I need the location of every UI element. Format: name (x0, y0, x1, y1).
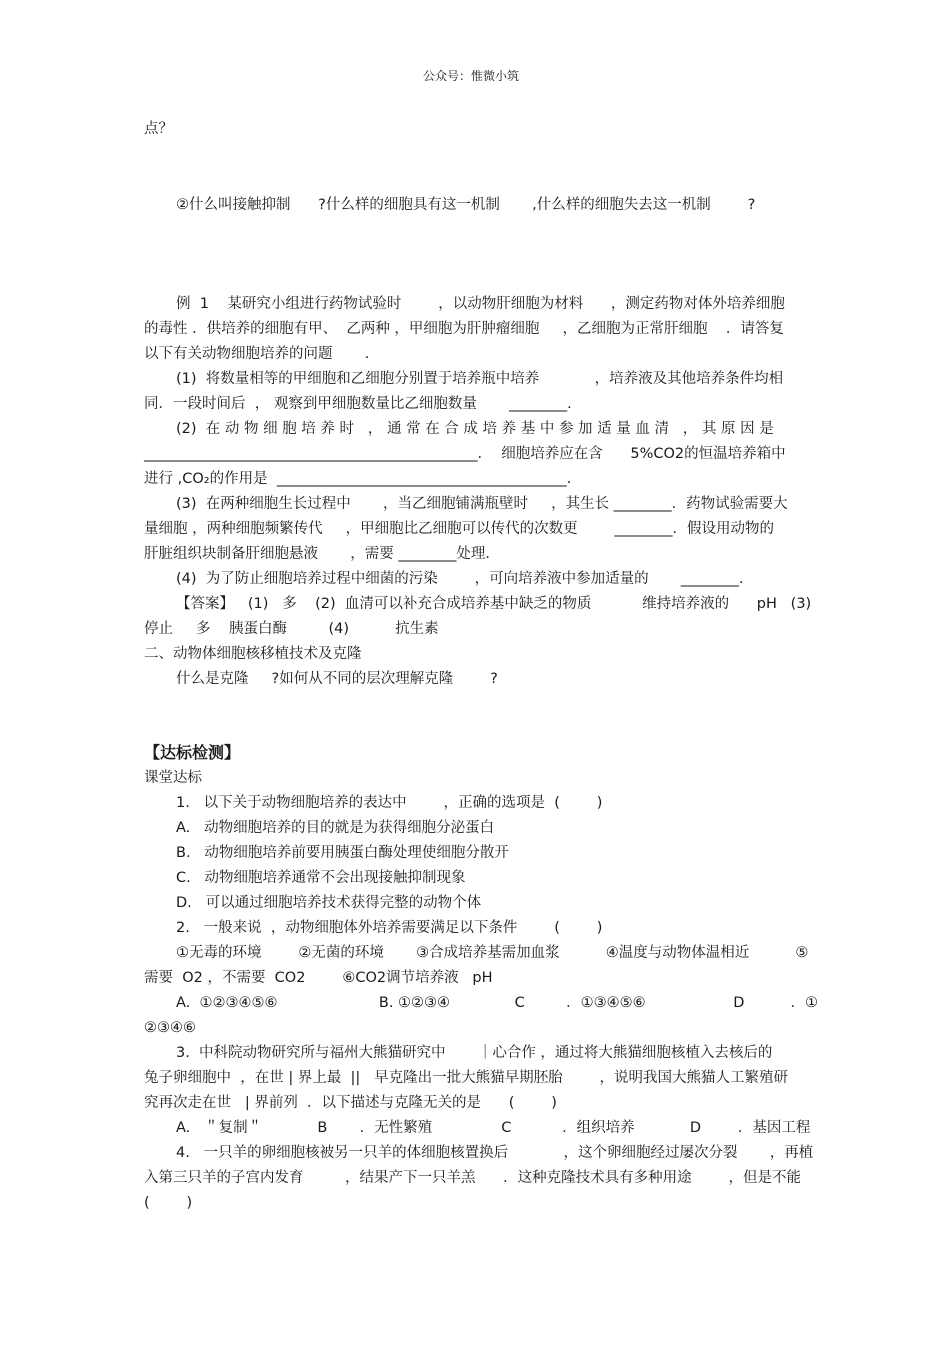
question-line: 什么是克隆 ?如何从不同的层次理解克隆 ? (176, 671, 498, 687)
exercise-line: ( ) (144, 1195, 193, 1211)
exercise-line: 3. 中科院动物研究所与福州大熊猫研究中 ｜心合作 ，通过将大熊猫细胞核植入去核后的 (176, 1045, 773, 1061)
example-line: (4) 为了防止细胞培养过程中细菌的污染 ，可向培养液中参加适量的 ________. (176, 571, 744, 587)
example-line: 以下有关动物细胞培养的问题 . (144, 346, 370, 362)
subsection-title: 课堂达标 (144, 770, 202, 786)
exercise-line: 兔子卵细胞中 ，在世 | 界上最 || 早克隆出一批大熊猫早期胚胎 ，说明我国大熊猫人工繁殖研 (144, 1070, 789, 1086)
example-line: 肝脏组织块制备肝细胞悬液 ，需要 ________处理． (144, 546, 500, 562)
example-line: 的毒性 ．供培养的细胞有甲、 乙两种 ，甲细胞为肝肿瘤细胞 ，乙细胞为正常肝细胞 ．请答复 (144, 321, 784, 337)
example-line: 量细胞 ，两种细胞频繁传代 ，甲细胞比乙细胞可以传代的次数更 ________．假设用动物的 (144, 521, 775, 537)
answer-line: 停止 多 胰蛋白酶 (4) 抗生素 (144, 621, 439, 637)
exercise-line: 入第三只羊的子宫内发育 ，结果产下一只羊羔 ．这种克隆技术具有多种用途 ，但是不能 (144, 1170, 802, 1186)
question-line: ②什么叫接触抑制 ?什么样的细胞具有这一机制 ,什么样的细胞失去这一机制 ? (176, 197, 756, 213)
section-heading: 二、动物体细胞核移植技术及克隆 (144, 646, 362, 662)
option-line: C. 动物细胞培养通常不会出现接触抑制现象 (176, 870, 466, 886)
example-line: ______________________________________________． 细胞培养应在含 5%CO2的恒温培养箱中 (144, 446, 786, 462)
option-line: ②③④⑥ (144, 1020, 196, 1036)
exercise-line: ①无毒的环境 ②无菌的环境 ③合成培养基需加血浆 ④温度与动物体温相近 ⑤ (176, 945, 809, 961)
example-line: 同．一段时间后 ， 观察到甲细胞数量比乙细胞数量 ________. (144, 396, 572, 412)
example-line: (3) 在两种细胞生长过程中 ，当乙细胞铺满瓶壁时 ，其生长 ________．药物试验需要大 (176, 496, 788, 512)
exercise-line: 4. 一只羊的卵细胞核被另一只羊的体细胞核置换后 ，这个卵细胞经过屡次分裂 ，再植 (176, 1145, 814, 1161)
option-line: A. ＂复制＂ B ．无性繁殖 C ．组织培养 D ．基因工程 (176, 1120, 811, 1136)
example-line: 例 1 某研究小组进行药物试验时 ，以动物肝细胞为材料 ，测定药物对体外培养细胞 (176, 296, 785, 312)
question-line: 点？ (144, 121, 173, 137)
exercise-line: 需要 O2 ，不需要 CO2 ⑥CO2调节培养液 pH (144, 970, 493, 986)
option-line: D. 可以通过细胞培养技术获得完整的动物个体 (176, 895, 482, 911)
exercise-line: 2. 一般来说 ，动物细胞体外培养需要满足以下条件 ( ) (176, 920, 603, 936)
example-line: (1) 将数量相等的甲细胞和乙细胞分别置于培养瓶中培养 ，培养液及其他培养条件均相 (176, 371, 784, 387)
option-line: A. 动物细胞培养的目的就是为获得细胞分泌蛋白 (176, 820, 495, 836)
exercise-line: 1. 以下关于动物细胞培养的表达中 ，正确的选项是 ( ) (176, 795, 603, 811)
section-title: 【达标检测】 (144, 743, 241, 762)
option-line: B. 动物细胞培养前要用胰蛋白酶处理使细胞分散开 (176, 845, 509, 861)
answer-line: 【答案】 (1) 多 (2) 血清可以补充合成培养基中缺乏的物质 维持培养液的 pH (3) (176, 596, 812, 612)
page-header: 公众号：惟微小筑 (423, 69, 520, 83)
example-line: 进行 ,CO₂的作用是 ________________________________________. (144, 471, 572, 487)
exercise-line: 究再次走在世 | 界前列 ．以下描述与克隆无关的是 ( ) (144, 1095, 557, 1111)
option-line: A. ①②③④⑤⑥ B. ①②③④ C ．①③④⑤⑥ D ．① (176, 995, 819, 1011)
example-line: (2) 在 动 物 细 胞 培 养 时 ， 通 常 在 合 成 培 养 基 中 参 加 适 量 血 清 ， 其 原 因 是 (176, 421, 774, 437)
